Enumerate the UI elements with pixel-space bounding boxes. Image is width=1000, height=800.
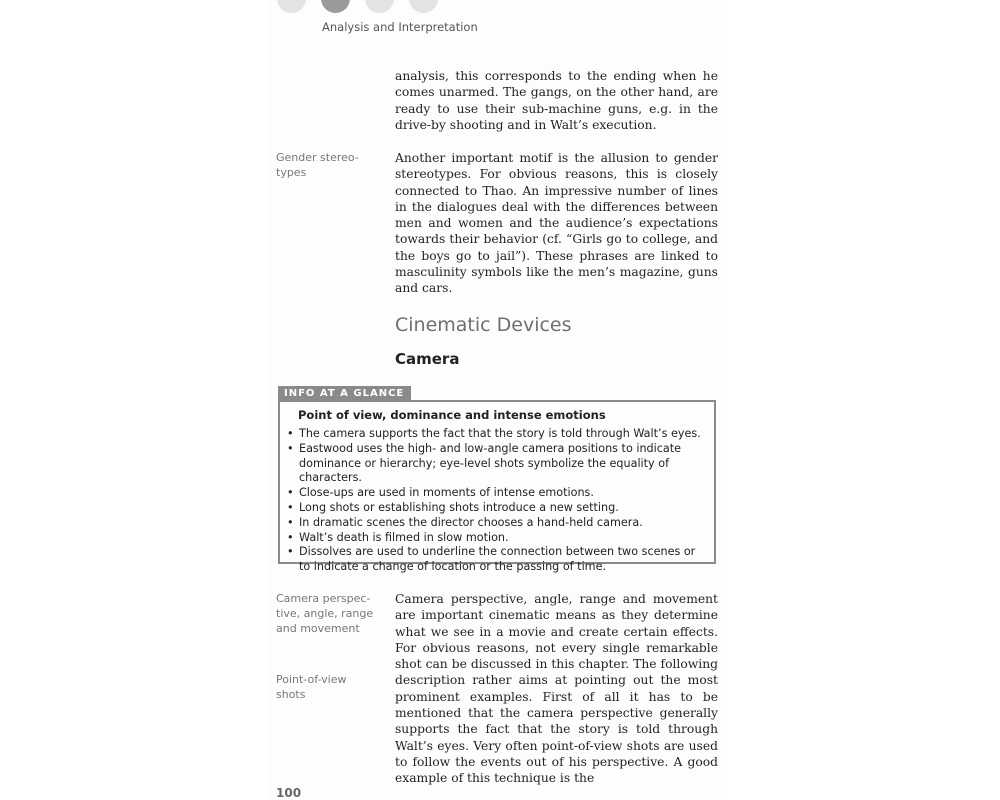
chapter-dot <box>409 0 438 13</box>
page-number: 100 <box>276 786 302 800</box>
paragraph-weapons: analysis, this corresponds to the ending when he comes unarmed. The gangs, on the other hand, are ready to use their sub-machine guns, e.g. in the drive-by shooting and in Walt’s execution. <box>395 69 718 132</box>
info-list-item: • Eastwood uses the high- and low-angle camera positions to indicate dominance or hierarchy; eye-level shots symbolize the equality of characters. <box>286 442 710 486</box>
info-list-item: • Close-ups are used in moments of intense emotions. <box>286 486 710 501</box>
info-list-item: • In dramatic scenes the director chooses a hand-held camera. <box>286 516 710 531</box>
info-list-item: • The camera supports the fact that the story is told through Walt’s eyes. <box>286 427 710 442</box>
info-box <box>278 400 716 574</box>
info-box-list <box>286 427 710 575</box>
paragraph-gender-stereotypes: Another important motif is the allusion to gender stereotypes. For obvious reasons, this is closely connected to Thao. An impressive number of lines in the dialogues deal with the differences between men and women and the audience’s expectations towards their behavior (cf. “Girls go to college, and the boys go to jail”). These phrases are linked to masculinity symbols like the men’s magazine, guns and cars. <box>395 151 718 296</box>
info-list-item: • Dissolves are used to underline the connection between two scenes or to indicate a change of location or the passing of time. <box>286 545 710 575</box>
margin-note-gender-stereotypes: Gender stereo-types <box>276 151 359 179</box>
margin-note-camera-perspective: Camera perspec-tive, angle, range and movement <box>276 592 374 635</box>
running-head: Analysis and Interpretation <box>322 20 478 34</box>
paragraph-camera-perspective: Camera perspective, angle, range and movement are important cinematic means as they determine what we see in a movie and create certain effects. For obvious reasons, not every single remarkable shot can be discussed in this chapter. The following description rather aims at pointing out the most prominent examples. First of all it has to be mentioned that the camera perspective generally supports the fact that the story is told through Walt’s eyes. Very often point-of-view shots are used to follow the events out of his perspective. A good example of this technique is the <box>395 592 718 786</box>
section-heading: Cinematic Devices <box>395 314 572 336</box>
info-list-item: • Walt’s death is filmed in slow motion. <box>286 531 710 546</box>
info-list-item: • Long shots or establishing shots introduce a new setting. <box>286 501 710 516</box>
subsection-heading: Camera <box>395 350 460 368</box>
chapter-dot <box>277 0 306 13</box>
chapter-dot <box>365 0 394 13</box>
info-box-title: Point of view, dominance and intense emotions <box>298 408 606 422</box>
chapter-navigation-dots <box>277 0 438 13</box>
margin-note-point-of-view: Point-of-view shots <box>276 673 347 701</box>
chapter-dot-active <box>321 0 350 13</box>
info-at-a-glance-label: INFO AT A GLANCE <box>278 386 411 402</box>
